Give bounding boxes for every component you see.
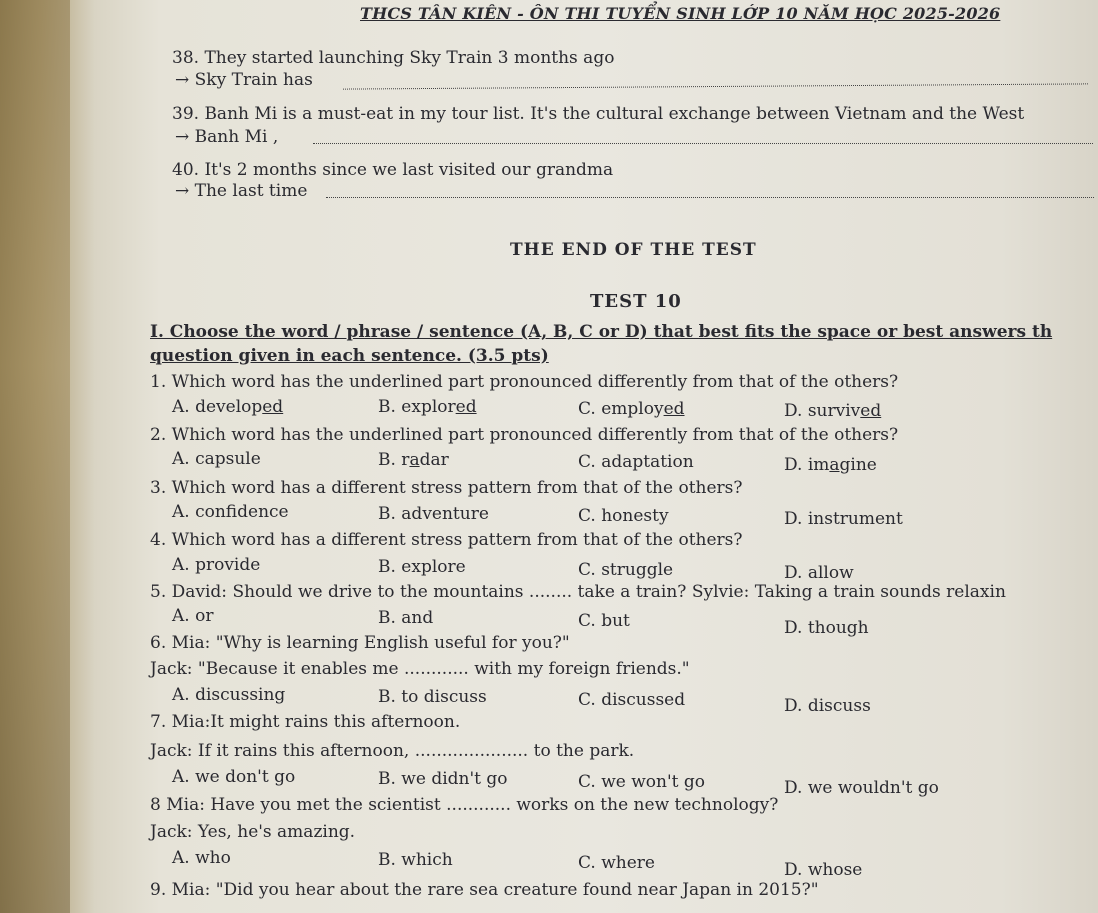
- test-title: TEST 10: [590, 291, 682, 312]
- q5-option-a: A. or: [172, 606, 214, 626]
- question-39: 39. Banh Mi is a must-eat in my tour list. It's the cultural exchange between Vietnam and the West: [172, 104, 1025, 124]
- question-2-stem: 2. Which word has the underlined part pronounced differently from that of the others?: [150, 425, 899, 445]
- question-8-stem2: Jack: Yes, he's amazing.: [150, 822, 356, 842]
- answer-prompt-39: → Banh Mi ,: [175, 127, 279, 147]
- q6-option-b: B. to discuss: [378, 687, 487, 707]
- q6-option-d: D. discuss: [784, 696, 871, 716]
- q5-option-b: B. and: [378, 608, 434, 628]
- q2-option-a: A. capsule: [172, 449, 261, 469]
- q7-option-d: D. we wouldn't go: [784, 778, 939, 798]
- q2-option-d: D. imagine: [784, 455, 877, 475]
- question-38: 38. They started launching Sky Train 3 months ago: [172, 48, 615, 68]
- q3-option-d: D. instrument: [784, 509, 903, 529]
- q6-option-c: C. discussed: [578, 690, 686, 710]
- q4-option-d: D. allow: [784, 563, 854, 583]
- question-8-stem: 8 Mia: Have you met the scientist ............ works on the new technology?: [150, 795, 779, 815]
- q8-option-d: D. whose: [784, 860, 863, 880]
- q5-option-c: C. but: [578, 611, 630, 631]
- q7-option-c: C. we won't go: [578, 772, 705, 792]
- answer-prompt-40: → The last time: [175, 181, 308, 201]
- q4-option-c: C. struggle: [578, 560, 674, 580]
- question-1-stem: 1. Which word has the underlined part pronounced differently from that of the others?: [150, 372, 899, 392]
- end-of-test-title: THE END OF THE TEST: [510, 240, 757, 260]
- question-6-stem2: Jack: "Because it enables me ............ with my foreign friends.": [150, 659, 690, 679]
- question-6-stem: 6. Mia: "Why is learning English useful for you?": [150, 633, 570, 653]
- q1-option-c: C. employed: [578, 399, 685, 419]
- q8-option-a: A. who: [172, 848, 231, 868]
- answer-line-38: [343, 83, 1088, 89]
- q7-option-a: A. we don't go: [172, 767, 296, 787]
- answer-prompt-38: → Sky Train has: [175, 70, 313, 90]
- question-3-stem: 3. Which word has a different stress pattern from that of the others?: [150, 478, 743, 498]
- question-7-stem2: Jack: If it rains this afternoon, ..................... to the park.: [150, 741, 635, 761]
- q1-option-b: B. explored: [378, 397, 477, 417]
- q3-option-a: A. confidence: [172, 502, 289, 522]
- question-9-stem: 9. Mia: "Did you hear about the rare sea creature found near Japan in 2015?": [150, 880, 819, 900]
- q3-option-b: B. adventure: [378, 504, 489, 524]
- answer-line-40: [326, 197, 1094, 198]
- question-7-stem: 7. Mia:It might rains this afternoon.: [150, 712, 461, 732]
- question-40: 40. It's 2 months since we last visited our grandma: [172, 160, 614, 180]
- section-instruction-line2: question given in each sentence. (3.5 pts): [150, 346, 549, 366]
- q5-option-d: D. though: [784, 618, 869, 638]
- section-instruction-line1: I. Choose the word / phrase / sentence (A, B, C or D) that best fits the space or best answers th: [150, 322, 1053, 342]
- q3-option-c: C. honesty: [578, 506, 669, 526]
- page-header: THCS TÂN KIÊN - ÔN THI TUYỂN SINH LỚP 10 NĂM HỌC 2025-2026: [360, 4, 1001, 23]
- q6-option-a: A. discussing: [172, 685, 286, 705]
- answer-line-39: [313, 143, 1093, 144]
- question-4-stem: 4. Which word has a different stress pattern from that of the others?: [150, 530, 743, 550]
- q1-option-d: D. survived: [784, 401, 882, 421]
- exam-paper: [60, 0, 1098, 913]
- q7-option-b: B. we didn't go: [378, 769, 508, 789]
- q4-option-a: A. provide: [172, 555, 261, 575]
- q4-option-b: B. explore: [378, 557, 466, 577]
- q2-option-c: C. adaptation: [578, 452, 694, 472]
- q2-option-b: B. radar: [378, 450, 449, 470]
- q8-option-b: B. which: [378, 850, 453, 870]
- q8-option-c: C. where: [578, 853, 655, 873]
- q1-option-a: A. developed: [172, 397, 284, 417]
- question-5-stem: 5. David: Should we drive to the mountains ........ take a train? Sylvie: Taking a train sounds relaxin: [150, 582, 1006, 602]
